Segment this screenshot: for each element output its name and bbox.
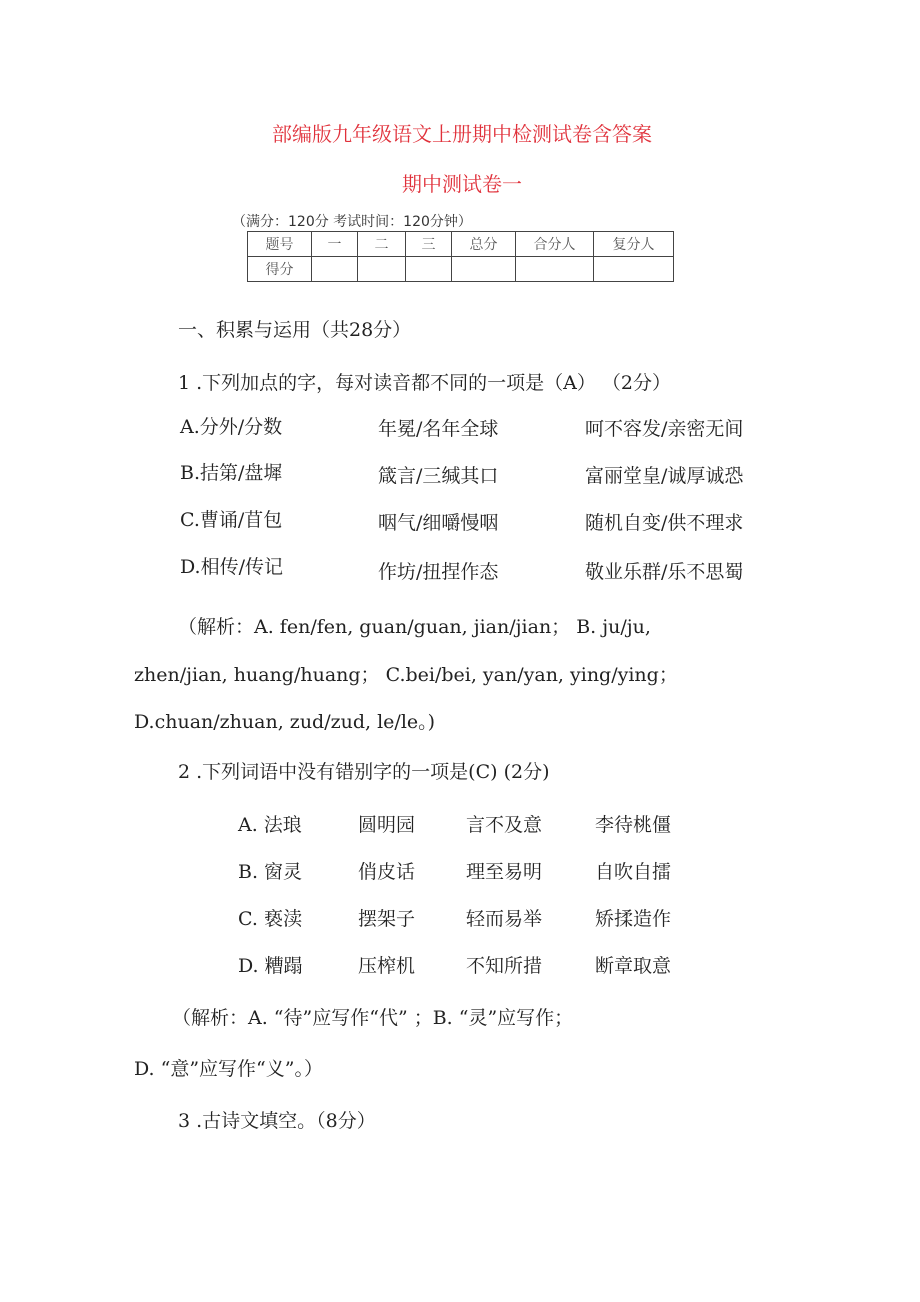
q1-option: C.曹诵/苜包 <box>180 509 283 531</box>
table-row <box>248 257 674 282</box>
q1-analysis: D.chuan/zhuan, zud/zud, le/le。) <box>134 711 436 733</box>
q1-analysis: （解析：A. fen/fen, guan/guan, jian/jian； B. ju/ju, <box>178 616 651 638</box>
q1-option: B.拮第/盘墀 <box>180 462 283 484</box>
table-row <box>248 232 674 257</box>
q2-option: 言不及意 <box>466 814 543 836</box>
q1-option: 箴言/三缄其口 <box>378 465 499 487</box>
q1-option: A.分外/分数 <box>180 416 283 438</box>
q2-option: D. 糟蹋 <box>238 955 303 977</box>
document-title: 部编版九年级语文上册期中检测试卷含答案 <box>272 122 652 146</box>
q2-option: A. 法琅 <box>238 814 302 836</box>
q2-option: 自吹自擂 <box>595 861 672 883</box>
exam-info: （满分：120分 考试时间：120分钟） <box>232 214 472 230</box>
table-cell: 二 <box>358 232 406 257</box>
table-cell: 合分人 <box>516 232 594 257</box>
q2-option: 李待桃僵 <box>595 814 672 836</box>
q1-option: 咽气/细嚼慢咽 <box>378 512 499 534</box>
score-cell <box>594 257 674 282</box>
question-2-stem: 2 .下列词语中没有错别字的一项是(C) (2分) <box>178 761 550 783</box>
q2-option: C. 亵渎 <box>238 908 302 930</box>
q1-option: 敬业乐群/乐不思蜀 <box>585 561 744 583</box>
q2-analysis: D. “意”应写作“义”。） <box>134 1058 323 1080</box>
score-table <box>247 231 674 282</box>
q2-option: B. 窗灵 <box>238 861 303 883</box>
q1-option: D.相传/传记 <box>180 556 283 578</box>
q2-option: 圆明园 <box>358 814 416 836</box>
table-cell: 一 <box>312 232 358 257</box>
q2-option: 矫揉造作 <box>595 908 672 930</box>
score-cell <box>452 257 516 282</box>
table-cell: 三 <box>406 232 452 257</box>
q1-option: 随机自变/供不理求 <box>585 512 744 534</box>
q2-option: 摆架子 <box>358 908 416 930</box>
score-cell <box>358 257 406 282</box>
question-1-stem: 1 .下列加点的字，每对读音都不同的一项是（A） （2分） <box>178 372 672 394</box>
q1-option: 作坊/扭捏作态 <box>378 561 499 583</box>
score-cell <box>312 257 358 282</box>
question-3-stem: 3 .古诗文填空。（8分） <box>178 1110 376 1132</box>
section-heading: 一、积累与运用（共28分） <box>178 319 412 341</box>
score-cell <box>516 257 594 282</box>
q2-option: 俏皮话 <box>358 861 416 883</box>
table-cell: 复分人 <box>594 232 674 257</box>
table-cell: 得分 <box>248 257 312 282</box>
q1-option: 富丽堂皇/诚厚诚恐 <box>585 465 744 487</box>
q2-option: 理至易明 <box>466 861 543 883</box>
q2-analysis: （解析：A. “待”应写作“代” ；B. “灵”应写作； <box>172 1007 574 1029</box>
q1-option: 年冕/名年全球 <box>378 418 499 440</box>
score-cell <box>406 257 452 282</box>
table-cell: 总分 <box>452 232 516 257</box>
document-subtitle: 期中测试卷一 <box>402 172 522 196</box>
q1-option: 呵不容发/亲密无间 <box>585 418 744 440</box>
q2-option: 轻而易举 <box>466 908 543 930</box>
q2-option: 断章取意 <box>595 955 672 977</box>
table-cell: 题号 <box>248 232 312 257</box>
q2-option: 不知所措 <box>466 955 543 977</box>
q1-analysis: zhen/jian, huang/huang； C.bei/bei, yan/yan, ying/ying； <box>134 664 678 686</box>
q2-option: 压榨机 <box>358 955 416 977</box>
